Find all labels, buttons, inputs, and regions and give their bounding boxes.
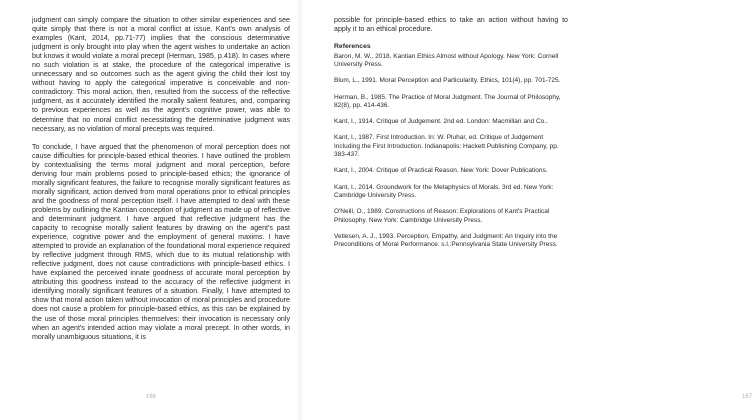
left-page: [0, 0, 300, 420]
reference-entry: Kant, I., 1914. Critique of Judgement. 2nd ed. London: Macmillan and Co..: [334, 118, 548, 126]
body-paragraph: judgment can simply compare the situation to other similar experiences and see quite simply that there is not a moral conflict at issue. Kant's own analysis of examples (Kant, 2014, pp.71-77) implies that the conscious determinative judgment is only brought into play when the agent wishes to undertake an action but knows it would violate a moral precept (Herman, 1985, p.418). In cases where no such violation is at stake, the procedure of the categorical imperative is unnecessary and so outcomes such as the agent giving the child their lost toy without having to apply the categorical imperative is conceivable and non-contradictory. This moral action, then, resulted from the success of the reflective judgment, as it accurately identified the morally salient features, and, comparing to previous experiences as well as the agent's cognitive power, was able to determine that no moral conflict necessitating the determinative judgment was necessary, as no violation of moral precepts was required.: [32, 16, 290, 133]
reference-entry: Kant, I., 2014. Groundwork for the Metaphysics of Morals. 3rd ed. New York: Cambridge University Press.: [334, 183, 554, 199]
reference-entry: Blum, L., 1991. Moral Perception and Particularity. Ethics, 101(4), pp. 701-725.: [334, 77, 561, 85]
reference-entry: O'Neill, O., 1989. Constructions of Reason: Explorations of Kant's Practical Philosophy. New York: Cambridge University Press.: [334, 208, 550, 224]
right-page: [300, 0, 752, 420]
page-number: 166: [146, 394, 157, 400]
references-heading: References: [334, 43, 371, 51]
reference-entry: Kant, I., 2004. Critique of Practical Reason. New York: Dover Publications.: [334, 167, 548, 175]
body-paragraph: possible for principle-based ethics to take an action without having to apply it to an ethical procedure.: [334, 16, 568, 34]
reference-entry: Kant, I., 1987. First Introduction. In: W. Pluhar, ed. Critique of Judgement Including the First Introduction. Indianapolis: Hackett Publishing Company, pp. 383-437.: [334, 134, 559, 159]
reference-entry: Baron, M. W., 2018. Kantian Ethics Almost without Apology. New York: Cornell University Press.: [334, 52, 559, 68]
conclusion-paragraph: To conclude, I have argued that the phenomenon of moral perception does not cause difficulties for principle-based ethical theories. I have outlined the problem by contextualising the terms moral judgment and moral perception, before deriving four main problems posed to principle-based ethics; the ignorance of morally significant features, the failure to recognise morally significant features as morally significant, action derived from moral operations prior to ethical principles and the goodness of moral perception itself. I have attempted to deal with these problems by outlining the Kantian conception of judgment as made up of reflective and determinant judgment. I have argued that reflective judgment has the capacity to recognise morally salient features by drawing on the agent's past experience, cognitive power and the employment of general maxims. I have attempted to provide an explanation of the foundational moral experience required by reflective judgment through RMS, which due to its mutual relationship with reflective judgment, does not cause contradictions with principle-based ethics. I have explained the perceived innate goodness of accurate moral perception by attributing this goodness instead to the accuracy of the reflective judgment in identifying morally significant features of a situation. Finally, I have attempted to show that moral action taken without invocation of moral principles and procedure does not cause a problem for principle-based ethics, as this can be explained by the use of those moral principles themselves: their invocation is necessary only when an agent's intended action may violate a moral precept. In other words, in morally unambiguous situations, it is: [32, 142, 290, 341]
references-list: [334, 53, 568, 250]
reference-entry: Herman, B., 1985. The Practice of Moral Judgment. The Journal of Philosophy, 82(8), pp. 414-436.: [334, 93, 561, 109]
page-number: 167: [742, 394, 752, 400]
reference-entry: Vetlesen, A. J., 1993. Perception, Empathy, and Judgment: An Inquiry into the Preconditions of Moral Performance. s.l.:Pennsylvania State University Press.: [334, 232, 558, 249]
